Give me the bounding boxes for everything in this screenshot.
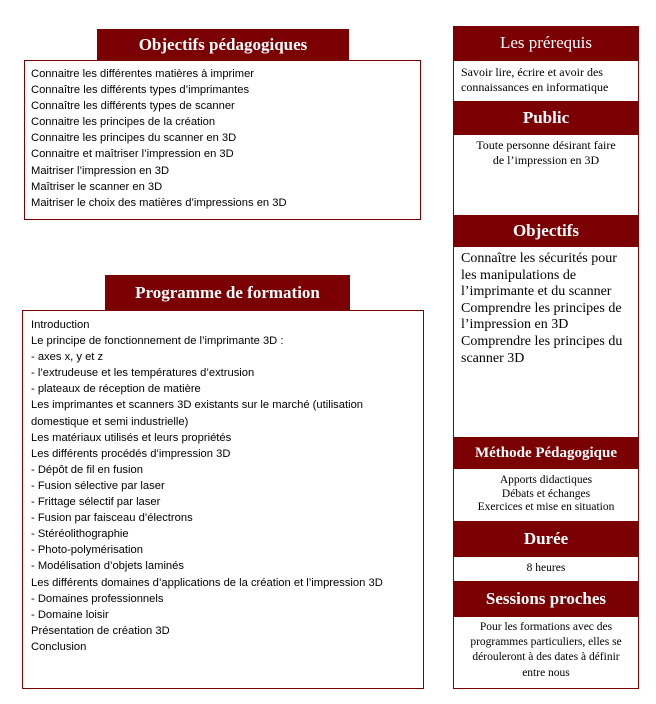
programme-line: - l’extrudeuse et les températures d’extrusion bbox=[31, 367, 255, 380]
objective-item: Connaître les différents types de scanner bbox=[31, 100, 235, 113]
objectifs-pedagogiques-list bbox=[31, 66, 287, 211]
objective-item: Maitriser l’impression en 3D bbox=[31, 164, 170, 177]
programme-box bbox=[22, 310, 424, 689]
programme-line: Introduction bbox=[31, 319, 90, 331]
programme-line: Les différents domaines d’applications de la création et l’impression 3D bbox=[31, 576, 383, 589]
objectifs-heading: Objectifs bbox=[453, 216, 639, 246]
objectifs-line: l’impression en 3D bbox=[461, 317, 569, 333]
duree-box bbox=[453, 556, 639, 582]
public-line: Toute personne désirant faire bbox=[476, 138, 616, 152]
objectifs-line: les manipulations de bbox=[461, 267, 577, 283]
objectifs-line: Comprendre les principes du bbox=[461, 333, 623, 349]
programme-line: domestique et semi industrielle) bbox=[31, 415, 189, 428]
programme-list bbox=[31, 317, 383, 655]
objectifs-pedagogiques-heading: Objectifs pédagogiques bbox=[97, 29, 349, 61]
programme-line: - axes x, y et z bbox=[31, 351, 104, 364]
public-heading: Public bbox=[453, 102, 639, 134]
programme-line: - plateaux de réception de matière bbox=[31, 383, 201, 396]
sessions-heading: Sessions proches bbox=[453, 582, 639, 616]
prerequis-line: connaissances en informatique bbox=[461, 80, 609, 94]
programme-line: Conclusion bbox=[31, 640, 87, 653]
public-text bbox=[454, 138, 638, 168]
programme-line: - Dépôt de fil en fusion bbox=[31, 463, 143, 476]
methode-heading: Méthode Pédagogique bbox=[453, 438, 639, 468]
sessions-line: programmes particuliers, elles se bbox=[470, 636, 622, 649]
programme-line: Le principe de fonctionnement de l’imprimante 3D : bbox=[31, 335, 284, 348]
prerequis-line: Savoir lire, écrire et avoir des bbox=[461, 65, 603, 79]
prerequis-text bbox=[461, 65, 608, 95]
public-line: de l’impression en 3D bbox=[492, 153, 600, 167]
objective-item: Connaitre les différentes matières à imprimer bbox=[31, 68, 255, 80]
sessions-box bbox=[453, 616, 639, 689]
programme-line: - Fusion sélective par laser bbox=[31, 479, 165, 492]
objective-item: Connaitre les principes de la création bbox=[31, 116, 216, 129]
objectifs-text bbox=[461, 251, 622, 367]
objective-item: Connaitre les principes du scanner en 3D bbox=[31, 132, 237, 145]
programme-line: Présentation de création 3D bbox=[31, 624, 170, 637]
duree-heading: Durée bbox=[453, 522, 639, 556]
objectifs-line: l’imprimante et du scanner bbox=[461, 284, 612, 300]
programme-line: - Fusion par faisceau d’électrons bbox=[31, 512, 193, 525]
programme-line: - Domaines professionnels bbox=[31, 592, 164, 605]
objectifs-box bbox=[453, 246, 639, 438]
public-box bbox=[453, 134, 639, 216]
programme-line: Les imprimantes et scanners 3D existants sur le marché (utilisation bbox=[31, 399, 364, 412]
programme-heading: Programme de formation bbox=[105, 275, 350, 310]
prerequis-box bbox=[453, 60, 639, 102]
methode-box bbox=[453, 468, 639, 522]
programme-line: Les différents procédés d’impression 3D bbox=[31, 447, 231, 460]
sessions-line: entre nous bbox=[522, 666, 570, 679]
sessions-line: dérouleront à des dates à définir bbox=[472, 651, 620, 664]
methode-line: Exercices et mise en situation bbox=[477, 501, 615, 513]
objective-item: Connaître les différents types d’imprimantes bbox=[31, 84, 250, 97]
methode-line: Apports didactiques bbox=[499, 474, 593, 486]
objective-item: Maitriser le choix des matières d’impressions en 3D bbox=[31, 196, 287, 209]
duree-value: 8 heures bbox=[526, 562, 566, 574]
objectifs-pedagogiques-box bbox=[24, 60, 421, 220]
sessions-text bbox=[454, 620, 638, 681]
prerequis-heading: Les prérequis bbox=[453, 26, 639, 60]
programme-line: - Photo-polymérisation bbox=[31, 544, 143, 557]
programme-line: - Stéréolithographie bbox=[31, 528, 129, 541]
sessions-line: Pour les formations avec des bbox=[479, 621, 613, 633]
programme-line: - Modélisation d’objets laminés bbox=[31, 560, 184, 573]
methode-text bbox=[454, 474, 638, 515]
objectifs-line: scanner 3D bbox=[461, 350, 525, 366]
objectifs-line: Connaître les sécurités pour bbox=[461, 251, 617, 266]
objectifs-line: Comprendre les principes de bbox=[461, 300, 622, 316]
programme-line: - Frittage sélectif par laser bbox=[31, 496, 161, 509]
programme-line: - Domaine loisir bbox=[31, 608, 109, 621]
programme-line: Les matériaux utilisés et leurs propriétés bbox=[31, 431, 232, 444]
objective-item: Connaitre et maîtriser l’impression en 3D bbox=[31, 148, 234, 161]
methode-line: Débats et échanges bbox=[501, 487, 591, 500]
objective-item: Maîtriser le scanner en 3D bbox=[31, 180, 163, 193]
